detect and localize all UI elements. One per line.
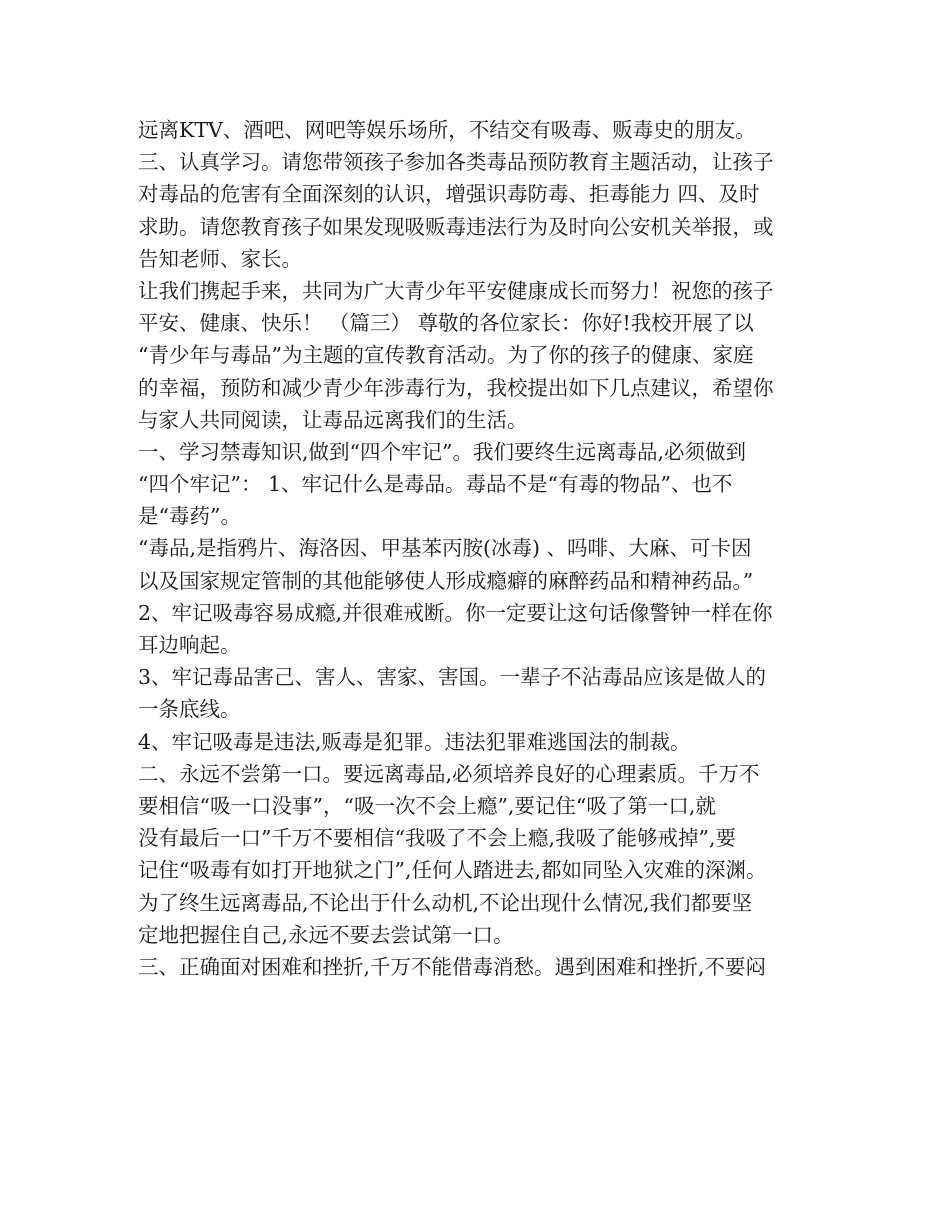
text-line: 远离KTV、酒吧、网吧等娱乐场所，不结交有吸毒、贩毒史的朋友。 — [138, 118, 756, 142]
text-line: 告知老师、家长。 — [138, 246, 302, 271]
text-line: 与家人共同阅读，让毒品远离我们的生活。 — [138, 407, 528, 432]
text-line: 三、正确面对困难和挫折,千万不能借毒消愁。遇到困难和挫折,不要闷 — [138, 954, 767, 979]
text-line: 4、牢记吸毒是违法,贩毒是犯罪。违法犯罪难逃国法的制裁。 — [138, 729, 691, 754]
text-line: 的幸福，预防和减少青少年涉毒行为，我校提出如下几点建议，希望你 — [138, 375, 774, 400]
text-line: 一条底线。 — [138, 697, 241, 722]
text-line: 3、牢记毒品害己、害人、害家、害国。一辈子不沾毒品应该是做人的 — [138, 665, 767, 690]
text-line: “青少年与毒品”为主题的宣传教育活动。为了你的孩子的健康、家庭 — [138, 343, 754, 368]
text-line: 为了终生远离毒品,不论出于什么动机,不论出现什么情况,我们都要坚 — [138, 890, 753, 915]
text-line: 2、牢记吸毒容易成瘾,并很难戒断。你一定要让这句话像警钟一样在你 — [138, 600, 773, 625]
text-line: 要相信“吸一口没事”，“吸一次不会上瘾”,要记住“吸了第一口,就 — [138, 793, 716, 818]
text-line: 耳边响起。 — [138, 633, 241, 657]
text-line: 求助。请您教育孩子如果发现吸贩毒违法行为及时向公安机关举报，或 — [138, 214, 774, 239]
text-line: 定地把握住自己,永远不要去尝试第一口。 — [138, 922, 514, 947]
text-line: 是“毒药”。 — [138, 504, 241, 529]
text-line: 三、认真学习。请您带领孩子参加各类毒品预防教育主题活动，让孩子 — [138, 150, 774, 175]
text-line: “四个牢记”： 1、牢记什么是毒品。毒品不是“有毒的物品”、也不 — [138, 472, 733, 497]
text-line: 以及国家规定管制的其他能够使人形成瘾癖的麻醉药品和精神药品。” — [138, 568, 754, 593]
text-line: 平安、健康、快乐！ （篇三） 尊敬的各位家长：你好!我校开展了以 — [138, 311, 754, 336]
text-line: 让我们携起手来，共同为广大青少年平安健康成长而努力！祝您的孩子 — [138, 278, 774, 303]
text-line: 二、永远不尝第一口。要远离毒品,必须培养良好的心理素质。千万不 — [138, 761, 760, 786]
text-line: 对毒品的危害有全面深刻的认识，增强识毒防毒、拒毒能力 四、及时 — [138, 182, 760, 207]
text-line: “毒品,是指鸦片、海洛因、甲基苯丙胺(冰毒) 、吗啡、大麻、可卡因 — [138, 536, 752, 561]
body-text — [138, 114, 828, 983]
text-line: 没有最后一口”千万不要相信“我吸了不会上瘾,我吸了能够戒掉”,要 — [138, 826, 736, 851]
text-line: 一、学习禁毒知识,做到“四个牢记”。我们要终生远离毒品,必须做到 — [138, 439, 746, 464]
text-line: 记住“吸毒有如打开地狱之门”,任何人踏进去,都如同坠入灾难的深渊。 — [138, 858, 767, 883]
